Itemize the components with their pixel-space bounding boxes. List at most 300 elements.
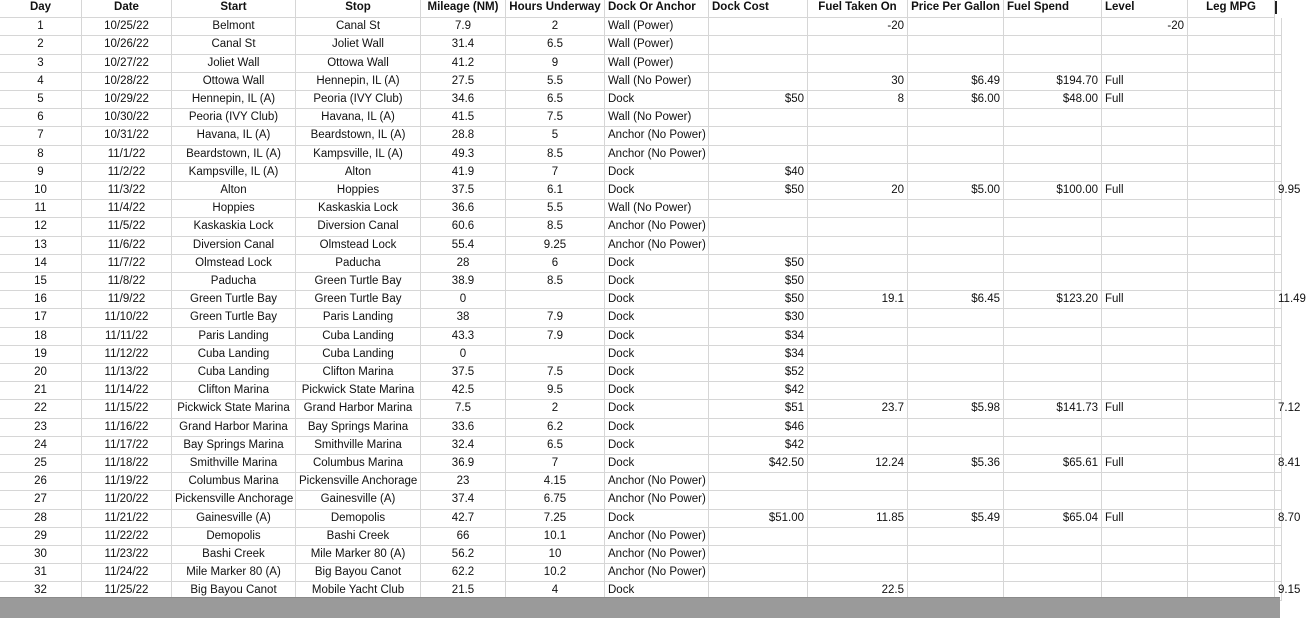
table-cell[interactable] <box>808 528 908 546</box>
table-cell[interactable] <box>808 200 908 218</box>
table-cell[interactable] <box>1275 273 1282 291</box>
table-cell[interactable] <box>1275 382 1282 400</box>
table-cell[interactable]: Paducha <box>296 255 421 273</box>
table-cell[interactable] <box>1188 255 1275 273</box>
table-cell[interactable] <box>1004 200 1102 218</box>
table-cell[interactable]: 7.9 <box>506 309 605 327</box>
table-cell[interactable]: Alton <box>172 182 296 200</box>
table-cell[interactable]: 20 <box>808 182 908 200</box>
table-cell[interactable]: 13 <box>0 237 82 255</box>
table-cell[interactable] <box>1004 36 1102 54</box>
table-cell[interactable]: Dock <box>605 582 709 600</box>
table-cell[interactable]: Peoria (IVY Club) <box>296 91 421 109</box>
table-cell[interactable] <box>1275 109 1282 127</box>
table-cell[interactable]: 6.2 <box>506 419 605 437</box>
table-cell[interactable] <box>1275 218 1282 236</box>
table-cell[interactable]: Wall (Power) <box>605 36 709 54</box>
table-cell[interactable]: Mile Marker 80 (A) <box>172 564 296 582</box>
table-cell[interactable]: Paducha <box>172 273 296 291</box>
table-cell[interactable]: Wall (No Power) <box>605 109 709 127</box>
table-cell[interactable] <box>1275 528 1282 546</box>
table-cell[interactable]: Dock <box>605 164 709 182</box>
table-cell[interactable]: $48.00 <box>1004 91 1102 109</box>
table-cell[interactable]: $50 <box>709 291 808 309</box>
table-cell[interactable] <box>1102 419 1188 437</box>
table-cell[interactable]: $65.61 <box>1004 455 1102 473</box>
table-cell[interactable]: Olmstead Lock <box>172 255 296 273</box>
table-cell[interactable] <box>908 127 1004 145</box>
table-cell[interactable]: Beardstown, IL (A) <box>172 146 296 164</box>
table-cell[interactable]: Full <box>1102 400 1188 418</box>
table-cell[interactable] <box>1275 437 1282 455</box>
table-cell[interactable]: Kaskaskia Lock <box>296 200 421 218</box>
table-cell[interactable]: $50 <box>709 273 808 291</box>
table-cell[interactable]: 11/19/22 <box>82 473 172 491</box>
table-cell[interactable]: Diversion Canal <box>172 237 296 255</box>
table-cell[interactable]: 9 <box>506 55 605 73</box>
table-cell[interactable]: 23 <box>421 473 506 491</box>
table-cell[interactable]: 11/18/22 <box>82 455 172 473</box>
table-cell[interactable]: Anchor (No Power) <box>605 546 709 564</box>
table-cell[interactable]: $42.50 <box>709 455 808 473</box>
table-cell[interactable]: $65.04 <box>1004 510 1102 528</box>
table-cell[interactable]: 19.1 <box>808 291 908 309</box>
table-cell[interactable]: 11/21/22 <box>82 510 172 528</box>
table-cell[interactable]: Dock <box>605 346 709 364</box>
table-cell[interactable]: Canal St <box>296 18 421 36</box>
table-cell[interactable]: 10/31/22 <box>82 127 172 145</box>
table-cell[interactable] <box>908 364 1004 382</box>
table-cell[interactable] <box>1275 18 1282 36</box>
table-cell[interactable]: 2 <box>506 400 605 418</box>
table-cell[interactable]: 5.5 <box>506 73 605 91</box>
table-cell[interactable] <box>1004 109 1102 127</box>
table-cell[interactable]: 36.9 <box>421 455 506 473</box>
table-cell[interactable]: Anchor (No Power) <box>605 473 709 491</box>
table-cell[interactable]: Smithville Marina <box>296 437 421 455</box>
table-cell[interactable]: 11/11/22 <box>82 328 172 346</box>
table-cell[interactable]: 6.1 <box>506 182 605 200</box>
table-cell[interactable]: Cuba Landing <box>296 328 421 346</box>
table-cell[interactable]: Big Bayou Canot <box>172 582 296 600</box>
table-cell[interactable]: Pickwick State Marina <box>296 382 421 400</box>
table-cell[interactable] <box>908 255 1004 273</box>
table-cell[interactable]: Dock <box>605 291 709 309</box>
table-cell[interactable]: 38.9 <box>421 273 506 291</box>
table-cell[interactable] <box>808 255 908 273</box>
table-cell[interactable]: 38 <box>421 309 506 327</box>
table-cell[interactable] <box>709 146 808 164</box>
table-cell[interactable]: 11/13/22 <box>82 364 172 382</box>
table-cell[interactable] <box>1102 164 1188 182</box>
table-cell[interactable]: $50 <box>709 255 808 273</box>
table-cell[interactable]: 10 <box>506 546 605 564</box>
table-cell[interactable]: 7.25 <box>506 510 605 528</box>
table-cell[interactable]: 41.2 <box>421 55 506 73</box>
table-cell[interactable]: 31 <box>0 564 82 582</box>
header-cell[interactable]: Hours Underway <box>506 0 605 18</box>
table-cell[interactable]: 11 <box>0 200 82 218</box>
table-cell[interactable]: 10/26/22 <box>82 36 172 54</box>
table-cell[interactable] <box>808 146 908 164</box>
table-cell[interactable] <box>1188 109 1275 127</box>
table-cell[interactable] <box>808 382 908 400</box>
table-cell[interactable] <box>1004 328 1102 346</box>
table-cell[interactable]: 6.5 <box>506 91 605 109</box>
table-cell[interactable]: Green Turtle Bay <box>296 273 421 291</box>
table-cell[interactable]: Wall (No Power) <box>605 200 709 218</box>
table-cell[interactable]: 11/4/22 <box>82 200 172 218</box>
table-cell[interactable]: $5.49 <box>908 510 1004 528</box>
table-cell[interactable]: 41.9 <box>421 164 506 182</box>
table-cell[interactable]: Dock <box>605 328 709 346</box>
table-cell[interactable] <box>808 364 908 382</box>
table-cell[interactable]: 28 <box>0 510 82 528</box>
table-cell[interactable]: $6.00 <box>908 91 1004 109</box>
table-cell[interactable] <box>1102 127 1188 145</box>
table-cell[interactable]: 10/30/22 <box>82 109 172 127</box>
table-cell[interactable]: 55.4 <box>421 237 506 255</box>
table-cell[interactable]: Full <box>1102 182 1188 200</box>
table-cell[interactable] <box>1102 437 1188 455</box>
table-cell[interactable] <box>808 109 908 127</box>
table-cell[interactable] <box>1004 237 1102 255</box>
table-cell[interactable] <box>1004 364 1102 382</box>
table-cell[interactable]: 11/16/22 <box>82 419 172 437</box>
table-cell[interactable] <box>808 564 908 582</box>
table-cell[interactable] <box>1102 36 1188 54</box>
table-cell[interactable] <box>1004 255 1102 273</box>
table-cell[interactable]: 31.4 <box>421 36 506 54</box>
table-cell[interactable]: Cuba Landing <box>172 346 296 364</box>
header-cell[interactable]: Price Per Gallon <box>908 0 1004 18</box>
table-cell[interactable]: 6.5 <box>506 437 605 455</box>
table-cell[interactable]: Canal St <box>172 36 296 54</box>
table-cell[interactable]: 8.5 <box>506 273 605 291</box>
table-cell[interactable]: 8.5 <box>506 218 605 236</box>
table-cell[interactable]: 6.75 <box>506 491 605 509</box>
table-cell[interactable]: 11/10/22 <box>82 309 172 327</box>
table-cell[interactable] <box>709 546 808 564</box>
table-cell[interactable]: Alton <box>296 164 421 182</box>
table-cell[interactable]: $52 <box>709 364 808 382</box>
table-cell[interactable] <box>1188 419 1275 437</box>
table-cell[interactable] <box>1102 218 1188 236</box>
table-cell[interactable]: 22.5 <box>808 582 908 600</box>
table-cell[interactable] <box>1275 91 1282 109</box>
table-cell[interactable] <box>1004 473 1102 491</box>
table-cell[interactable]: Bay Springs Marina <box>172 437 296 455</box>
table-cell[interactable]: 5 <box>506 127 605 145</box>
table-cell[interactable]: Big Bayou Canot <box>296 564 421 582</box>
table-cell[interactable] <box>808 273 908 291</box>
table-cell[interactable] <box>1102 255 1188 273</box>
table-cell[interactable] <box>1188 127 1275 145</box>
table-cell[interactable]: Olmstead Lock <box>296 237 421 255</box>
table-cell[interactable]: 7.5 <box>506 364 605 382</box>
table-cell[interactable]: 62.2 <box>421 564 506 582</box>
table-cell[interactable] <box>808 491 908 509</box>
table-cell[interactable]: Wall (Power) <box>605 18 709 36</box>
table-cell[interactable] <box>1004 273 1102 291</box>
table-cell[interactable]: 28 <box>421 255 506 273</box>
table-cell[interactable] <box>1188 382 1275 400</box>
table-cell[interactable]: Dock <box>605 91 709 109</box>
table-cell[interactable]: 10 <box>0 182 82 200</box>
table-cell[interactable]: Full <box>1102 73 1188 91</box>
table-cell[interactable] <box>709 109 808 127</box>
table-cell[interactable]: Wall (No Power) <box>605 73 709 91</box>
table-cell[interactable]: $42 <box>709 437 808 455</box>
table-cell[interactable]: $51 <box>709 400 808 418</box>
table-cell[interactable]: 7.5 <box>421 400 506 418</box>
table-cell[interactable]: $6.49 <box>908 73 1004 91</box>
table-cell[interactable] <box>1275 55 1282 73</box>
table-cell[interactable]: Dock <box>605 273 709 291</box>
table-cell[interactable]: $51.00 <box>709 510 808 528</box>
table-cell[interactable] <box>1188 200 1275 218</box>
header-cell[interactable]: Fuel Taken On <box>808 0 908 18</box>
table-cell[interactable] <box>709 528 808 546</box>
table-cell[interactable] <box>1004 55 1102 73</box>
table-cell[interactable]: 17 <box>0 309 82 327</box>
table-cell[interactable] <box>808 309 908 327</box>
table-cell[interactable]: 8 <box>0 146 82 164</box>
table-cell[interactable] <box>908 437 1004 455</box>
table-cell[interactable]: Clifton Marina <box>172 382 296 400</box>
table-cell[interactable] <box>908 419 1004 437</box>
table-cell[interactable]: Diversion Canal <box>296 218 421 236</box>
table-cell[interactable] <box>808 473 908 491</box>
table-cell[interactable] <box>1102 328 1188 346</box>
table-cell[interactable] <box>709 18 808 36</box>
table-cell[interactable]: $50 <box>709 91 808 109</box>
table-cell[interactable] <box>1004 146 1102 164</box>
table-cell[interactable] <box>1004 218 1102 236</box>
table-cell[interactable] <box>908 328 1004 346</box>
table-cell[interactable] <box>908 382 1004 400</box>
table-cell[interactable] <box>1004 491 1102 509</box>
header-cell[interactable]: Fuel Spend <box>1004 0 1102 18</box>
table-cell[interactable]: Full <box>1102 510 1188 528</box>
table-cell[interactable] <box>1102 382 1188 400</box>
table-cell[interactable] <box>1275 564 1282 582</box>
table-cell[interactable] <box>908 109 1004 127</box>
table-cell[interactable]: 16 <box>0 291 82 309</box>
table-cell[interactable]: Mobile Yacht Club <box>296 582 421 600</box>
table-cell[interactable] <box>1188 328 1275 346</box>
table-cell[interactable]: Grand Harbor Marina <box>296 400 421 418</box>
table-cell[interactable]: 20 <box>0 364 82 382</box>
table-cell[interactable]: Clifton Marina <box>296 364 421 382</box>
table-cell[interactable]: $5.36 <box>908 455 1004 473</box>
table-cell[interactable]: 30 <box>0 546 82 564</box>
table-cell[interactable]: 10/27/22 <box>82 55 172 73</box>
table-cell[interactable]: Bay Springs Marina <box>296 419 421 437</box>
table-cell[interactable]: 7 <box>0 127 82 145</box>
table-cell[interactable]: 24 <box>0 437 82 455</box>
table-cell[interactable]: 7.9 <box>506 328 605 346</box>
table-cell[interactable] <box>709 127 808 145</box>
table-cell[interactable]: 4 <box>506 582 605 600</box>
table-cell[interactable]: 37.4 <box>421 491 506 509</box>
table-cell[interactable]: Hoppies <box>172 200 296 218</box>
table-cell[interactable]: 9.5 <box>506 382 605 400</box>
table-cell[interactable]: 9.15 <box>1275 582 1282 600</box>
table-cell[interactable] <box>908 200 1004 218</box>
table-cell[interactable]: Paris Landing <box>296 309 421 327</box>
table-cell[interactable] <box>808 419 908 437</box>
table-cell[interactable]: 49.3 <box>421 146 506 164</box>
table-cell[interactable]: Green Turtle Bay <box>296 291 421 309</box>
table-cell[interactable]: 2 <box>506 18 605 36</box>
table-cell[interactable]: Bashi Creek <box>172 546 296 564</box>
table-cell[interactable] <box>908 237 1004 255</box>
table-cell[interactable]: Columbus Marina <box>296 455 421 473</box>
table-cell[interactable]: Anchor (No Power) <box>605 146 709 164</box>
table-cell[interactable]: 6.5 <box>506 36 605 54</box>
table-cell[interactable]: $100.00 <box>1004 182 1102 200</box>
table-cell[interactable] <box>808 36 908 54</box>
table-cell[interactable]: 9 <box>0 164 82 182</box>
table-cell[interactable]: 11/7/22 <box>82 255 172 273</box>
table-cell[interactable]: 7.9 <box>421 18 506 36</box>
table-cell[interactable] <box>709 473 808 491</box>
table-cell[interactable]: 25 <box>0 455 82 473</box>
table-cell[interactable]: 11/12/22 <box>82 346 172 364</box>
table-cell[interactable]: 11/17/22 <box>82 437 172 455</box>
table-cell[interactable]: 11/5/22 <box>82 218 172 236</box>
table-cell[interactable] <box>1004 346 1102 364</box>
table-cell[interactable]: Dock <box>605 382 709 400</box>
table-cell[interactable] <box>1102 309 1188 327</box>
table-cell[interactable] <box>1188 91 1275 109</box>
table-cell[interactable]: 11/24/22 <box>82 564 172 582</box>
table-cell[interactable]: 9.95 <box>1275 182 1282 200</box>
table-cell[interactable]: 32.4 <box>421 437 506 455</box>
table-cell[interactable]: 18 <box>0 328 82 346</box>
table-cell[interactable]: Full <box>1102 91 1188 109</box>
table-cell[interactable] <box>1102 237 1188 255</box>
table-cell[interactable] <box>1004 528 1102 546</box>
table-cell[interactable]: Smithville Marina <box>172 455 296 473</box>
header-cell[interactable]: Day <box>0 0 82 18</box>
table-cell[interactable] <box>908 164 1004 182</box>
table-cell[interactable] <box>1275 200 1282 218</box>
table-cell[interactable] <box>709 491 808 509</box>
table-cell[interactable] <box>1004 437 1102 455</box>
table-cell[interactable]: 11/3/22 <box>82 182 172 200</box>
table-cell[interactable]: Anchor (No Power) <box>605 127 709 145</box>
table-cell[interactable]: 10.2 <box>506 564 605 582</box>
table-cell[interactable]: Cuba Landing <box>296 346 421 364</box>
table-cell[interactable]: 27.5 <box>421 73 506 91</box>
table-cell[interactable] <box>1275 328 1282 346</box>
table-cell[interactable]: $6.45 <box>908 291 1004 309</box>
table-cell[interactable]: Paris Landing <box>172 328 296 346</box>
table-cell[interactable]: 12 <box>0 218 82 236</box>
table-cell[interactable]: 11/14/22 <box>82 382 172 400</box>
table-cell[interactable]: 9.25 <box>506 237 605 255</box>
table-cell[interactable]: 23.7 <box>808 400 908 418</box>
table-cell[interactable]: Mile Marker 80 (A) <box>296 546 421 564</box>
table-cell[interactable]: 66 <box>421 528 506 546</box>
table-cell[interactable]: $40 <box>709 164 808 182</box>
table-cell[interactable]: Dock <box>605 255 709 273</box>
table-cell[interactable]: Hennepin, IL (A) <box>296 73 421 91</box>
table-cell[interactable]: 15 <box>0 273 82 291</box>
table-cell[interactable] <box>808 328 908 346</box>
table-cell[interactable]: Columbus Marina <box>172 473 296 491</box>
table-cell[interactable] <box>1275 346 1282 364</box>
table-cell[interactable]: Beardstown, IL (A) <box>296 127 421 145</box>
table-cell[interactable]: 10/25/22 <box>82 18 172 36</box>
table-cell[interactable]: 11/9/22 <box>82 291 172 309</box>
table-cell[interactable] <box>808 55 908 73</box>
table-cell[interactable]: Anchor (No Power) <box>605 218 709 236</box>
table-cell[interactable]: 11/6/22 <box>82 237 172 255</box>
table-cell[interactable]: 5.5 <box>506 200 605 218</box>
header-cell[interactable]: Mileage (NM) <box>421 0 506 18</box>
table-cell[interactable]: 43.3 <box>421 328 506 346</box>
table-cell[interactable]: Dock <box>605 419 709 437</box>
table-cell[interactable]: $34 <box>709 346 808 364</box>
table-cell[interactable] <box>1102 564 1188 582</box>
table-cell[interactable]: 8.41 <box>1275 455 1282 473</box>
table-cell[interactable] <box>709 564 808 582</box>
table-cell[interactable] <box>1188 473 1275 491</box>
table-cell[interactable]: Demopolis <box>172 528 296 546</box>
table-cell[interactable]: Joliet Wall <box>172 55 296 73</box>
table-cell[interactable]: 37.5 <box>421 364 506 382</box>
table-cell[interactable]: 7.12 <box>1275 400 1282 418</box>
table-cell[interactable] <box>1004 18 1102 36</box>
table-cell[interactable]: 11/15/22 <box>82 400 172 418</box>
table-cell[interactable] <box>1102 146 1188 164</box>
horizontal-scrollbar[interactable] <box>0 597 1280 618</box>
header-cell[interactable]: Stop <box>296 0 421 18</box>
table-cell[interactable]: Green Turtle Bay <box>172 291 296 309</box>
table-cell[interactable]: 3 <box>0 55 82 73</box>
table-cell[interactable]: 0 <box>421 291 506 309</box>
table-cell[interactable]: Joliet Wall <box>296 36 421 54</box>
table-cell[interactable] <box>1188 564 1275 582</box>
table-cell[interactable]: 11.49 <box>1275 291 1282 309</box>
table-cell[interactable]: Dock <box>605 510 709 528</box>
table-cell[interactable]: Ottowa Wall <box>296 55 421 73</box>
table-cell[interactable] <box>1275 255 1282 273</box>
table-cell[interactable] <box>1188 510 1275 528</box>
table-cell[interactable] <box>1275 127 1282 145</box>
table-cell[interactable] <box>908 473 1004 491</box>
header-cell[interactable]: Dock Cost <box>709 0 808 18</box>
header-cell[interactable]: Leg MPG <box>1188 0 1275 18</box>
table-cell[interactable]: $30 <box>709 309 808 327</box>
table-cell[interactable]: 8 <box>808 91 908 109</box>
table-cell[interactable] <box>808 18 908 36</box>
table-cell[interactable]: Havana, IL (A) <box>296 109 421 127</box>
table-cell[interactable] <box>808 346 908 364</box>
table-cell[interactable]: 12.24 <box>808 455 908 473</box>
table-cell[interactable]: 28.8 <box>421 127 506 145</box>
table-cell[interactable]: 27 <box>0 491 82 509</box>
table-cell[interactable]: Dock <box>605 364 709 382</box>
table-cell[interactable]: Dock <box>605 455 709 473</box>
header-cell[interactable]: Date <box>82 0 172 18</box>
table-cell[interactable]: 11/2/22 <box>82 164 172 182</box>
table-cell[interactable] <box>808 437 908 455</box>
table-cell[interactable]: 1 <box>0 18 82 36</box>
